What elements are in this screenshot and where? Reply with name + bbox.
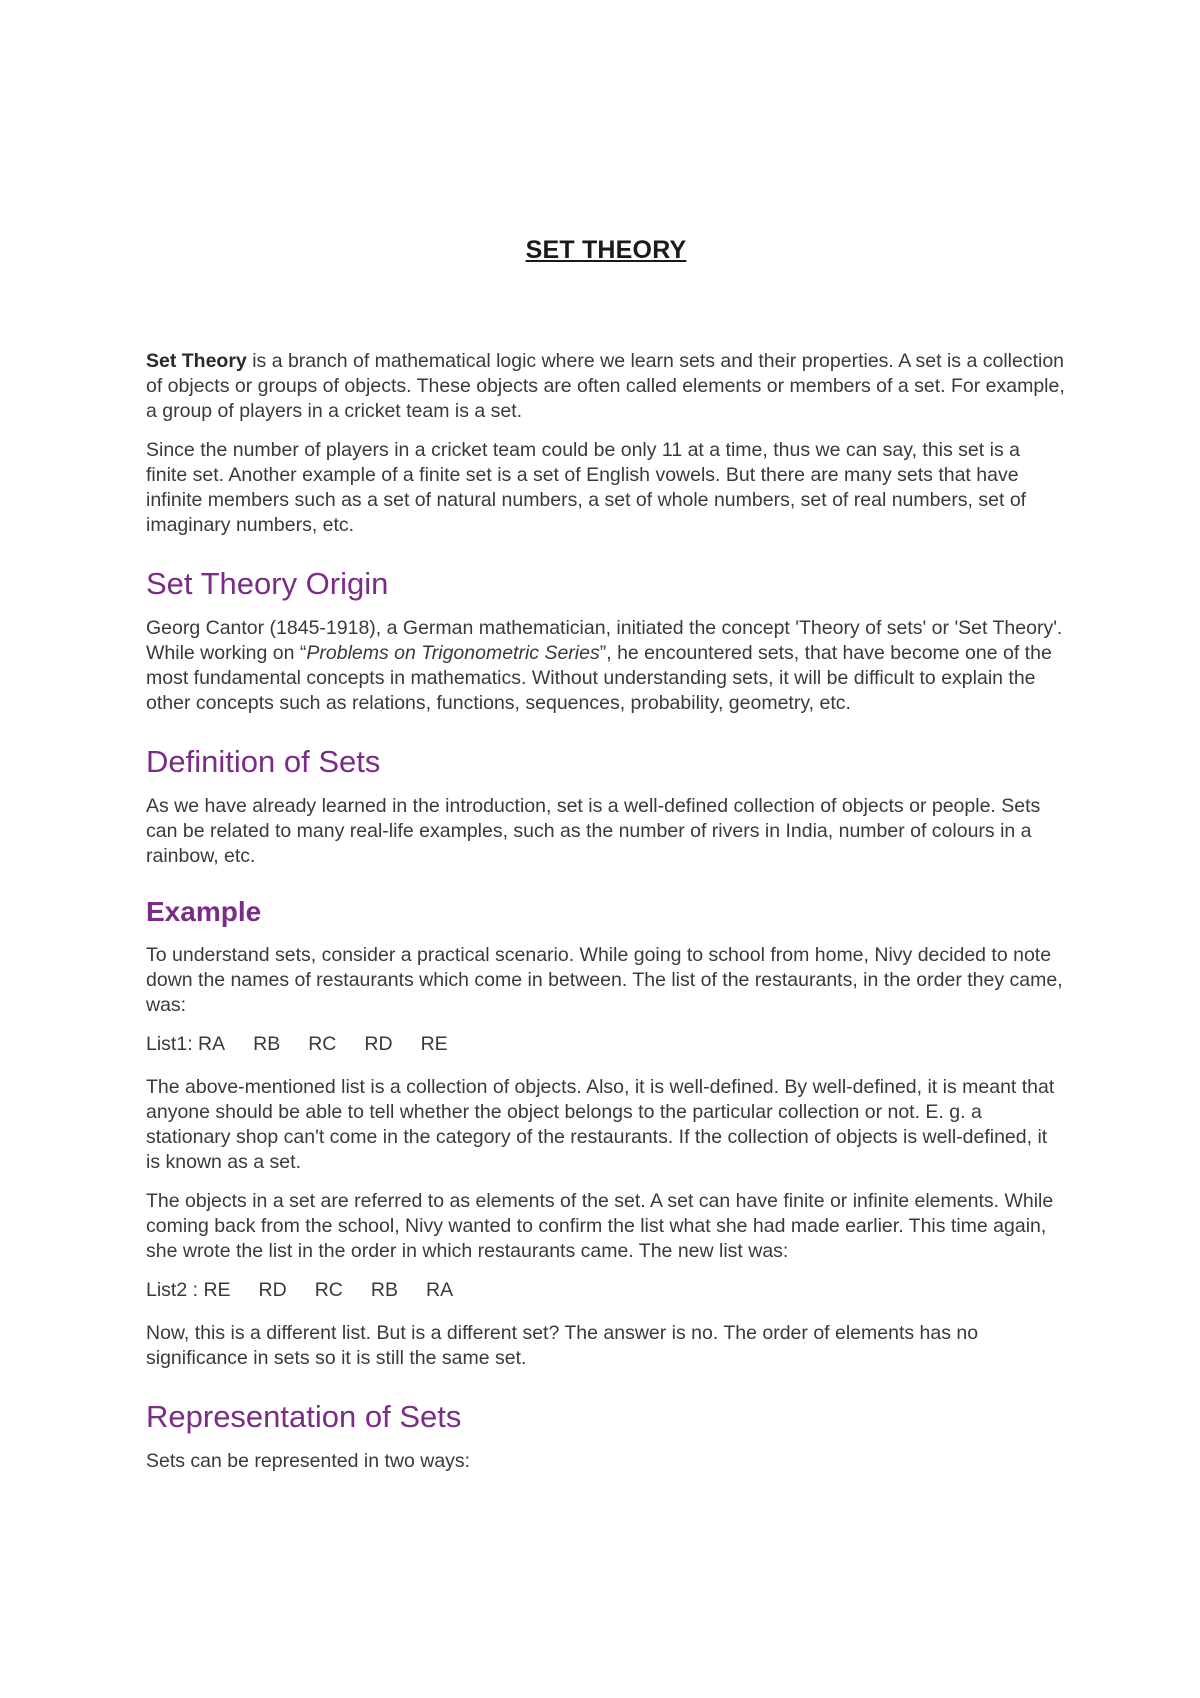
heading-set-theory-origin: Set Theory Origin	[146, 566, 389, 601]
list1-item: RD	[364, 1033, 393, 1055]
list1-item: RC	[308, 1033, 337, 1055]
list1-item: RB	[253, 1033, 281, 1055]
definition-paragraph: As we have already learned in the introduction, set is a well-defined collection of objects or people. Sets can be related to many real-life examples, such as the number of rivers in India, number of colours in a rainbow, etc.	[146, 795, 1041, 867]
list1-line	[146, 1032, 1066, 1057]
example-paragraph-1: To understand sets, consider a practical scenario. While going to school from home, Nivy decided to note down the names of restaurants which come in between. The list of the restaurants, in the order they came, was:	[146, 944, 1063, 1016]
intro-paragraph	[146, 349, 1066, 424]
origin-text-after: ”, he encountered sets, that have become one of the most fundamental concepts in mathematics. Without understanding sets, it will be difficult to explain the other concepts such as relations, functions, sequences, probability, geometry, etc.	[146, 642, 1052, 714]
origin-paragraph	[146, 616, 1066, 716]
example-paragraph-3: The objects in a set are referred to as elements of the set. A set can have finite or infinite elements. While coming back from the school, Nivy wanted to confirm the list what she had made earlier. This time again, she wrote the list in the order in which restaurants came. The new list was:	[146, 1190, 1054, 1262]
heading-definition-of-sets: Definition of Sets	[146, 744, 381, 779]
example-paragraph-2: The above-mentioned list is a collection of objects. Also, it is well-defined. By well-defined, it is meant that anyone should be able to tell whether the object belongs to the particular collection or not. E. g. a stationary shop can't come in the category of the restaurants. If the collection of objects is well-defined, it is known as a set.	[146, 1076, 1055, 1173]
list1-item: RE	[420, 1033, 448, 1055]
origin-italic-title: Problems on Trigonometric Series	[306, 642, 600, 664]
list2-item: RD	[258, 1279, 287, 1301]
list2-line	[146, 1278, 1066, 1303]
intro-text: is a branch of mathematical logic where we learn sets and their properties. A set is a collection of objects or groups of objects. These objects are often called elements or members of a set. For example, a group of players in a cricket team is a set.	[146, 350, 1065, 422]
list2-item: RB	[370, 1279, 398, 1301]
representation-paragraph: Sets can be represented in two ways:	[146, 1450, 471, 1472]
list2-item: RC	[314, 1279, 343, 1301]
example-paragraph-4: Now, this is a different list. But is a different set? The answer is no. The order of elements has no significance in sets so it is still the same set.	[146, 1322, 979, 1369]
list2-label: List2 : RE	[146, 1279, 231, 1301]
document-title: SET THEORY	[525, 236, 687, 264]
document-body	[146, 236, 1066, 1488]
origin-text-before: Georg Cantor (1845-1918), a German mathematician, initiated the concept 'Theory of sets' or 'Set Theory'. While working on “	[146, 617, 1063, 664]
list2-item: RA	[425, 1279, 454, 1301]
intro-paragraph-2: Since the number of players in a cricket team could be only 11 at a time, thus we can say, this set is a finite set. Another example of a finite set is a set of English vowels. But there are many sets that have infinite members such as a set of natural numbers, a set of whole numbers, set of real numbers, set of imaginary numbers, etc.	[146, 439, 1027, 536]
intro-bold-term: Set Theory	[146, 350, 247, 372]
heading-representation-of-sets: Representation of Sets	[146, 1399, 462, 1434]
heading-example: Example	[146, 896, 262, 927]
list1-label: List1: RA	[146, 1033, 226, 1055]
